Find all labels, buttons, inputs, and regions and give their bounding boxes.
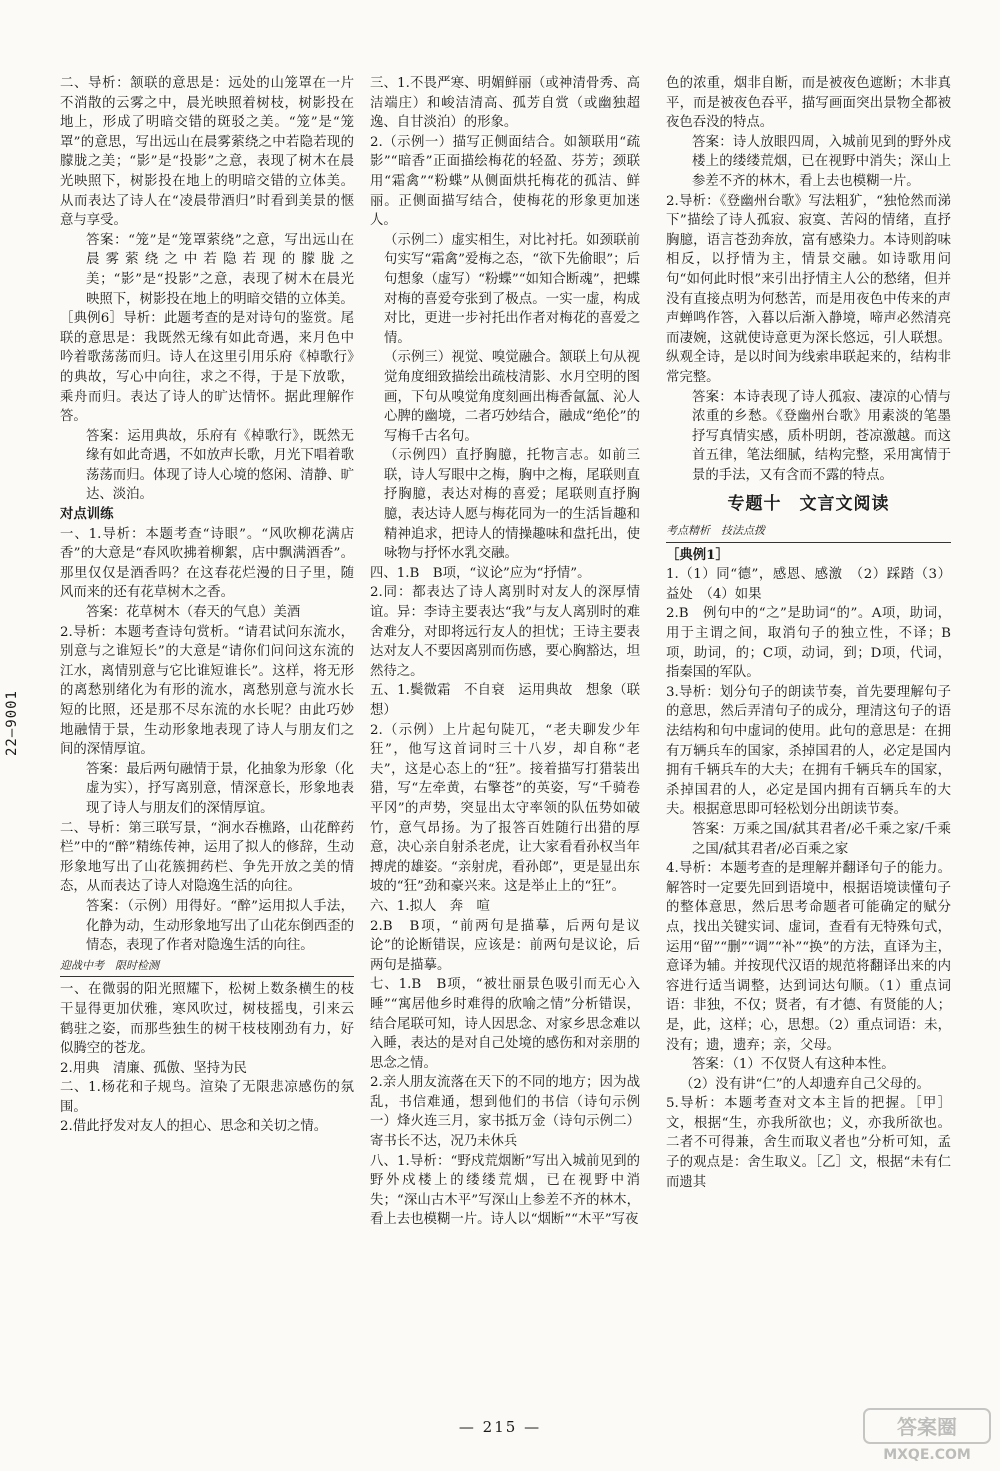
col1-paragraph: 2.导析：本题考查诗句赏析。“请君试问东流水，别意与之谁短长”的大意是“请你们问问这东流的江水，离情别意与它比谁短谁长”。这样，将无形的离愁别绪化为有形的流水，离愁别意与流水长短的比照，还是那不尽东流的水长呢？由此巧妙地融情于景，生动形象地表现了诗人与朋友们之间的深情厚谊。 — [60, 624, 354, 758]
col2-paragraph: 七、1.B B项，“被壮丽景色吸引而无心入睡”“寓居他乡时难得的欣喻之情”分析错误，结合尾联可知，诗人因思念、对家乡思念难以入睡，表达的是对自己处境的感伤和对亲朋的思念之情。 — [370, 977, 640, 1071]
watermark-logo — [862, 1405, 992, 1465]
col1-paragraph: 答案：（示例）用得好。“醉”运用拟人手法，化静为动，生动形象地写出了山花东倒西歪的情态，表现了作者对隐逸生活的向往。 — [86, 898, 354, 954]
col2-paragraph: 五、1.鬓微霜 不自衰 运用典故 想象（联想） — [370, 683, 640, 718]
col1-paragraph: 对点训练 — [60, 506, 114, 523]
col3-paragraph: 专题十 文言文阅读 — [727, 494, 890, 515]
col1-paragraph: 二、导析：颔联的意思是：远处的山笼罩在一片不消散的云雾之中，晨光映照着树枝，树影投在地上，形成了明暗交错的斑驳之美。“笼”是“笼罩”的意思，写出远山在晨雾萦绕之中若隐若现的朦胧之美；“影”是“投影”之意，表现了树木在晨光映照下，树影投在地上的明暗交错的立体美。从而表达了诗人在“凌晨带酒归”时看到美景的惬意与享受。 — [60, 76, 354, 229]
col1-paragraph: 答案：“笼”是“笼罩萦绕”之意，写出远山在晨雾萦绕之中若隐若现的朦胧之美；“影”是“投影”之意，表现了树木在晨光映照下，树影投在地上的明暗交错的立体美。 — [86, 232, 354, 307]
col1-paragraph: 2.用典 清廉、孤傲、坚持为民 — [60, 1060, 247, 1076]
column-left — [60, 74, 354, 1137]
col2-paragraph: 2.B B项，“前两句是描摹，后两句是议论”的论断错误，应该是：前两句是议论，后两句是描摹。 — [370, 918, 640, 973]
col2-paragraph: （示例四）直抒胸臆，托物言志。如前三联，诗人写眼中之梅，胸中之梅，尾联则直抒胸臆，表达对梅的喜爱；尾联则直抒胸臆，表达诗人愿与梅花同为一的生活旨趣和精神追求，把诗人的情操趣味和盘托出，使咏物与抒怀水乳交融。 — [384, 448, 640, 562]
col3-paragraph: 2.B 例句中的“之”是助词“的”。A项，助词，用于主谓之间，取消句子的独立性，不译；B项，助词，的；C项，动词，到；D项，代词，指秦国的军队。 — [666, 606, 951, 681]
col3-paragraph: 答案：万乘之国/弑其君者/必千乘之家/千乘之国/弑其君者/必百乘之家 — [692, 821, 951, 857]
col3-paragraph: 4.导析：本题考查的是理解并翻译句子的能力。解答时一定要先回到语境中，根据语境读懂句子的整体意思，然后思考命题者可能确定的赋分点，找出关键实词、虚词，查看有无特殊句式，运用“留”“删”“调”“补”“换”的方法，直译为主，意译为辅。并按现代汉语的规范将翻译出来的内容进行适当调整，达到词达句顺。（1）重点词语：非独，不仅；贤者，有才德、有贤能的人；是，此，这样；心，思想。（2）重点词语：未，没有；遗，遗弃；亲，父母。 — [666, 861, 951, 1053]
col1-paragraph: 一、在微弱的阳光照耀下，松树上数条横生的枝干显得更加伏雅，寒风吹过，树枝摇曳，引来云鹤驻之姿，而那些独生的树干枝枝刚劲有力，好似腾空的苍龙。 — [60, 982, 354, 1057]
col2-paragraph: （示例二）虚实相生，对比衬托。如颈联前句实写“霜禽”爱梅之态，“欲下先偷眼”；后句想象（虚写）“粉蝶”“如知合断魂”，把蝶对梅的喜爱夸张到了极点。一实一虚，构成对比，更进一步衬托出作者对梅花的喜爱之情。 — [384, 232, 640, 346]
col1-paragraph: ［典例6］导析：此题考查的是对诗句的鉴赏。尾联的意思是：我既然无缘有如此奇遇，来月色中吟着歌荡荡而归。诗人在这里引用乐府《棹歌行》的典故，写心中向往，求之不得，于是下放歌，乘舟而归。表达了诗人的旷达情怀。据此理解作答。 — [60, 311, 354, 425]
col2-paragraph: 2.同：都表达了诗人离别时对友人的深厚情谊。异：李诗主要表达“我”与友人离别时的难舍难分，对即将远行友人的担忧；王诗主要表达对友人不要因离别而伤感，要心胸豁达，坦然待之。 — [370, 585, 640, 679]
side-code: 22—9001 — [4, 690, 20, 757]
col2-paragraph: 六、1.拟人 奔 喧 — [370, 898, 490, 914]
watermark-title: 答案圈 — [897, 1415, 957, 1439]
col1-paragraph: 迎战中考 限时检测 — [60, 956, 354, 978]
column-middle — [370, 74, 640, 1230]
page-number: — 215 — — [458, 1418, 542, 1436]
col3-paragraph: 2.导析：《登幽州台歌》写法粗犷，“独怆然而涕下”描绘了诗人孤寂、寂寞、苦闷的情绪，直抒胸臆，语言苍劲奔放，富有感染力。本诗则韵味相反，以抒情为主，情景交融。如诗歌用问句“如何此时恨”来引出抒情主人公的愁绪，但并没有直接点明为何愁苦，而是用夜色中传来的声声蝉鸣作答，入暮以后渐入静境，啼声必然清亮而凄婉，这就使诗意更为深长悠远，引人联想。纵观全诗，是以时间为线索串联起来的，结构非常完整。 — [666, 193, 951, 385]
col2-paragraph: 2.亲人朋友流落在天下的不同的地方；因为战乱，书信难通，想到他们的书信（诗句示例一）烽火连三月，家书抵万金（诗句示例二）寄书长不达，况乃未休兵 — [370, 1075, 640, 1150]
col1-paragraph: 二、导析：第三联写景，“涧水吞樵路，山花醉药栏”中的“醉”精练传神，运用了拟人的修辞，生动形象地写出了山花簇拥药栏、争先开放之美的情态，从而表达了诗人对隐逸生活的向往。 — [60, 820, 354, 895]
col2-paragraph: 四、1.B B项，“议论”应为“抒情”。 — [370, 565, 591, 581]
col1-paragraph: 二、1.杨花和子规鸟。渲染了无限悲凉感伤的氛围。 — [60, 1080, 354, 1115]
col1-paragraph: 答案：最后两句融情于景，化抽象为形象（化虚为实），抒写离别意，情深意长，形象地表现了诗人与朋友们的深情厚谊。 — [86, 761, 354, 816]
watermark-site: MXQE.COM — [883, 1447, 971, 1463]
column-right — [666, 74, 951, 1192]
col3-paragraph: 1.（1）同“德”，感恩、感激 （2）踩踏（3）益处 （4）如果 — [666, 567, 951, 602]
col3-paragraph: 5.导析：本题考查对文本主旨的把握。［甲］文，根据“生，亦我所欲也；义，亦我所欲也。二者不可得兼，舍生而取义者也”分析可知，孟子的观点是：舍生取义。［乙］文，根据“未有仁而遗其 — [666, 1096, 951, 1190]
col2-paragraph: 八、1.导析：“野戍荒烟断”写出入城前见到的野外戍楼上的缕缕荒烟，已在视野中消失；“深山古木平”写深山上参差不齐的林木，看上去也模糊一片。诗人以“烟断”“木平”写夜 — [370, 1153, 640, 1228]
col2-paragraph: 2.（示例一）描写正侧面结合。如颔联用“疏影”“暗香”正面描绘梅花的轻盈、芬芳；颈联用“霜禽”“粉蝶”从侧面烘托梅花的孤洁、鲜丽。正侧面描写结合，使梅花的形象更加迷人。 — [370, 134, 640, 229]
col1-paragraph: 答案：花草树木（春天的气息）美酒 — [86, 605, 301, 621]
col3-paragraph: （2）没有讲“仁”的人却遗弃自己父母的。 — [680, 1076, 930, 1092]
col3-paragraph: 色的浓重，烟非自断，而是被夜色遮断；木非真平，而是被夜色吞平，描写画面突出景物全都被夜色吞没的特点。 — [666, 76, 951, 131]
col3-paragraph: 答案：（1）不仅贤人有这种本性。 — [692, 1057, 895, 1073]
col3-paragraph: 3.导析：划分句子的朗读节奏，首先要理解句子的意思，然后弄清句子的成分，理清这句子的语法结构和句中虚词的使用。此句的意思是：在拥有万辆兵车的国家，杀掉国君的人，必定是国内拥有千辆兵车的大夫；在拥有千辆兵车的国家，杀掉国君的人，必定是国内拥有百辆兵车的大夫。根据意思即可轻松划分出朗读节奏。 — [666, 684, 951, 818]
col2-paragraph: 三、1.不畏严寒、明媚鲜丽（或神清骨秀、高洁端庄）和峻洁清高、孤芳自赏（或幽独超逸、自甘淡泊）的形象。 — [370, 76, 640, 131]
col2-paragraph: 2.（示例）上片起句陡兀，“老夫聊发少年狂”，他写这首词时三十八岁，却自称“老夫”，这是心态上的“狂”。接着描写打猎装出猎，写“左牵黄，右擎苍”的英姿，写“千骑卷平冈”的声势，突显出太守率领的队伍势如破竹，意气昂扬。为了报答百姓随行出猎的厚意，决心亲自射杀老虎，让大家看看孙权当年搏虎的雄姿。“亲射虎，看孙郎”，更是显出东坡的“狂”劲和豪兴来。这是举止上的“狂”。 — [370, 722, 640, 895]
col1-paragraph: 答案：运用典故，乐府有《棹歌行》，既然无缘有如此奇遇，不如放声长歌，月光下唱着歌荡荡而归。体现了诗人心境的悠闲、清静、旷达、淡泊。 — [86, 428, 354, 503]
col1-paragraph: 一、1.导析：本题考查“诗眼”。“风吹柳花满店香”的大意是“春风吹拂着柳絮，店中飘满酒香”。那里仅仅是酒香吗？在这春花烂漫的日子里，随风而来的还有花草树木之香。 — [60, 526, 354, 601]
col3-paragraph: 考点精析 技法点拨 — [666, 521, 951, 543]
col3-paragraph: 答案：诗人放眼四周，入城前见到的野外戍楼上的缕缕荒烟，已在视野中消失；深山上参差不齐的林木，看上去也模糊一片。 — [692, 134, 951, 189]
col3-paragraph: ［典例1］ — [666, 546, 729, 563]
col3-paragraph: 答案：本诗表现了诗人孤寂、凄凉的心情与浓重的乡愁。《登幽州台歌》用素淡的笔墨抒写真情实感，质朴明朗，苍凉激越。而这首五律，笔法细腻，结构完整，采用寓情于景的手法，又有含而不露的特点。 — [692, 389, 951, 483]
col1-paragraph: 2.借此抒发对友人的担心、思念和关切之情。 — [60, 1119, 328, 1135]
col2-paragraph: （示例三）视觉、嗅觉融合。颔联上句从视觉角度细致描绘出疏枝清影、水月空明的图画，下句从嗅觉角度刻画出梅香氤氲、沁人心脾的幽境，二者巧妙结合，融成“绝伦”的写梅千古名句。 — [384, 350, 640, 444]
